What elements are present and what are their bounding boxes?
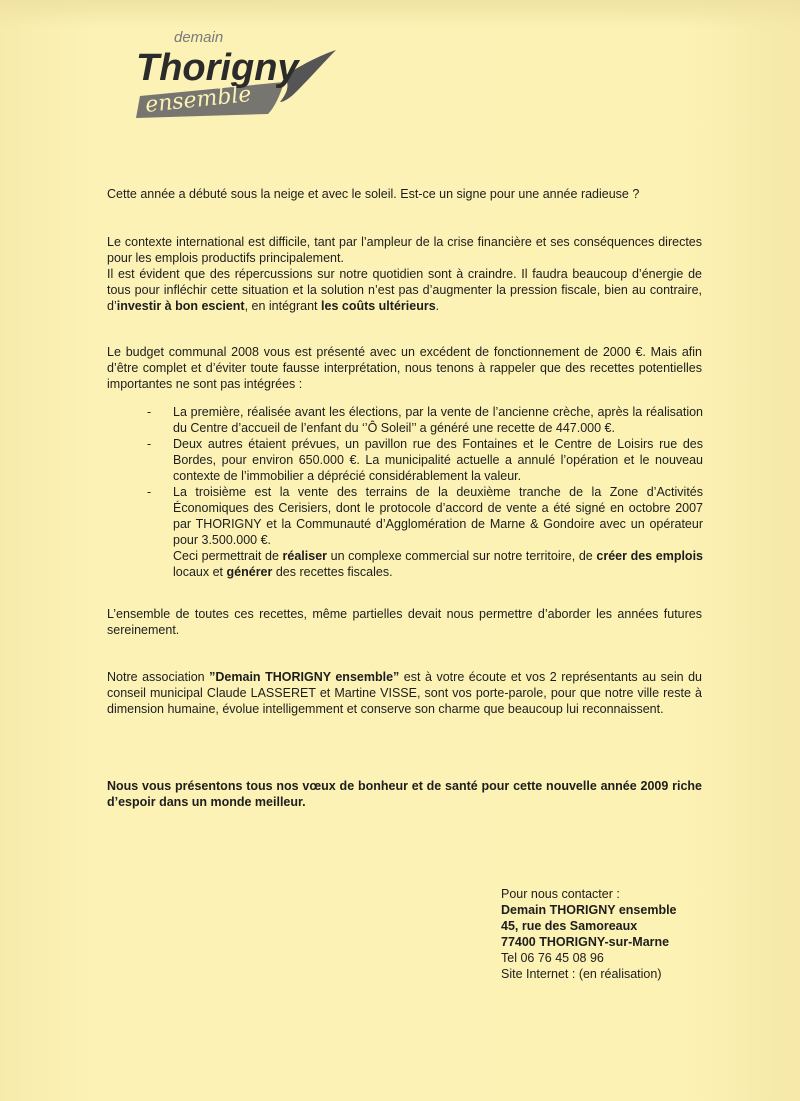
list-cont-text: des recettes fiscales. [272, 565, 393, 579]
budget-text: Le budget communal 2008 vous est présenté avec un excédent de fonctionnement de 2000 €. Mais afin d’être complet et d’éviter toute fausse interprétation, nous tenons à rappeler que des recettes potentielles importantes ne sont pas intégrées : [107, 345, 702, 391]
association-text [107, 669, 702, 717]
list-cont-text: locaux et [173, 565, 227, 579]
budget-paragraph [107, 344, 702, 392]
association-paragraph [107, 669, 702, 717]
contact-site: Site Internet : (en réalisation) [501, 967, 662, 981]
association-text-start: Notre association [107, 670, 210, 684]
context-line-1: Le contexte international est difficile, tant par l’ampleur de la crise financière et ses conséquences directes pour les emplois productifs principalement. [107, 235, 702, 265]
contact-street-bold: 45, rue des Samoreaux [501, 919, 638, 933]
contact-block [501, 886, 721, 982]
contact-org [501, 902, 721, 918]
list-bold-emplois: créer des emplois [596, 549, 703, 563]
contact-tel: Tel 06 76 45 08 96 [501, 951, 604, 965]
contact-org-bold: Demain THORIGNY ensemble [501, 903, 677, 917]
scan-edge [0, 0, 800, 28]
list-cont-text: Ceci permettrait de [173, 549, 283, 563]
demain-thorigny-ensemble-logo [134, 26, 339, 120]
intro-text: Cette année a débuté sous la neige et avec le soleil. Est-ce un signe pour une année radieuse ? [107, 187, 640, 201]
intro-paragraph [107, 186, 702, 202]
wishes-text [107, 778, 702, 810]
list-item-text: La première, réalisée avant les élections, par la vente de l’ancienne crèche, après la réalisation du Centre d’accueil de l’enfant du ‘’Ô Soleil’’ a généré une recette de 447.000 €. [173, 405, 703, 435]
list-item-text: La troisième est la vente des terrains de la deuxième tranche de la Zone d’Activités Économiques des Cerisiers, dont le protocole d’accord de vente a été signé en octobre 2007 par THORIGNY et la Communauté d’Agglomération de Marne & Gondoire avec un opérateur pour 3.500.000 €. [173, 485, 703, 547]
context-text-end: . [435, 299, 440, 313]
wishes-paragraph [107, 778, 702, 810]
contact-label: Pour nous contacter : [501, 887, 620, 901]
context-text-mid: , en intégrant [244, 299, 322, 313]
list-item [147, 404, 703, 436]
list-item [147, 484, 703, 548]
list-dash: - [147, 485, 152, 499]
logo-script-text: ensemble [144, 81, 253, 118]
list-bold-realiser: réaliser [282, 549, 328, 563]
context-paragraph [107, 234, 702, 314]
logo-small-text: demain [174, 29, 224, 46]
association-name: ”Demain THORIGNY ensemble” [209, 670, 400, 684]
logo-graphic [134, 26, 339, 120]
summary-paragraph [107, 606, 702, 638]
wishes-bold: Nous vous présentons tous nos vœux de bonheur et de santé pour cette nouvelle année 2009 riche d’espoir dans un monde meilleur. [107, 779, 702, 809]
contact-city-bold: 77400 THORIGNY-sur-Marne [501, 935, 670, 949]
contact-street [501, 918, 721, 934]
list-dash: - [147, 437, 152, 451]
list-bold-generer: générer [226, 565, 273, 579]
context-bold-invest: investir à bon escient [116, 299, 245, 313]
list-item [147, 436, 703, 484]
association-text-end: est à votre écoute et vos 2 représentants au sein du conseil municipal Claude LASSERET et Martine VISSE, sont vos porte-parole, pour que notre ville reste à dimension humaine, évolue intelligemment et conserve son charme que beaucoup lui reconnaissent. [107, 670, 702, 716]
context-text: Il est évident que des répercussions sur notre quotidien sont à craindre. Il faudra beaucoup d’énergie de tous pour infléchir cette situation et la solution n’est pas d’augmenter la pression fiscale, bien au contraire, d’ [107, 267, 702, 313]
logo-main-text: Thorigny [136, 47, 299, 89]
revenue-list [147, 404, 703, 580]
list-item-text: Deux autres étaient prévues, un pavillon rue des Fontaines et le Centre de Loisirs rue des Bordes, pour environ 650.000 €. La municipalité actuelle a annulé l’opération et le nouveau contexte de l’immobilier a déprécié considérablement la valeur. [173, 437, 703, 483]
list-dash: - [147, 405, 152, 419]
list-cont-text: un complexe commercial sur notre territoire, de [327, 549, 597, 563]
list-item-continuation [147, 548, 703, 580]
contact-city [501, 934, 721, 950]
context-line-2 [107, 266, 702, 314]
context-bold-costs: les coûts ultérieurs [321, 299, 436, 313]
summary-text: L’ensemble de toutes ces recettes, même partielles devait nous permettre d’aborder les années futures sereinement. [107, 607, 702, 637]
